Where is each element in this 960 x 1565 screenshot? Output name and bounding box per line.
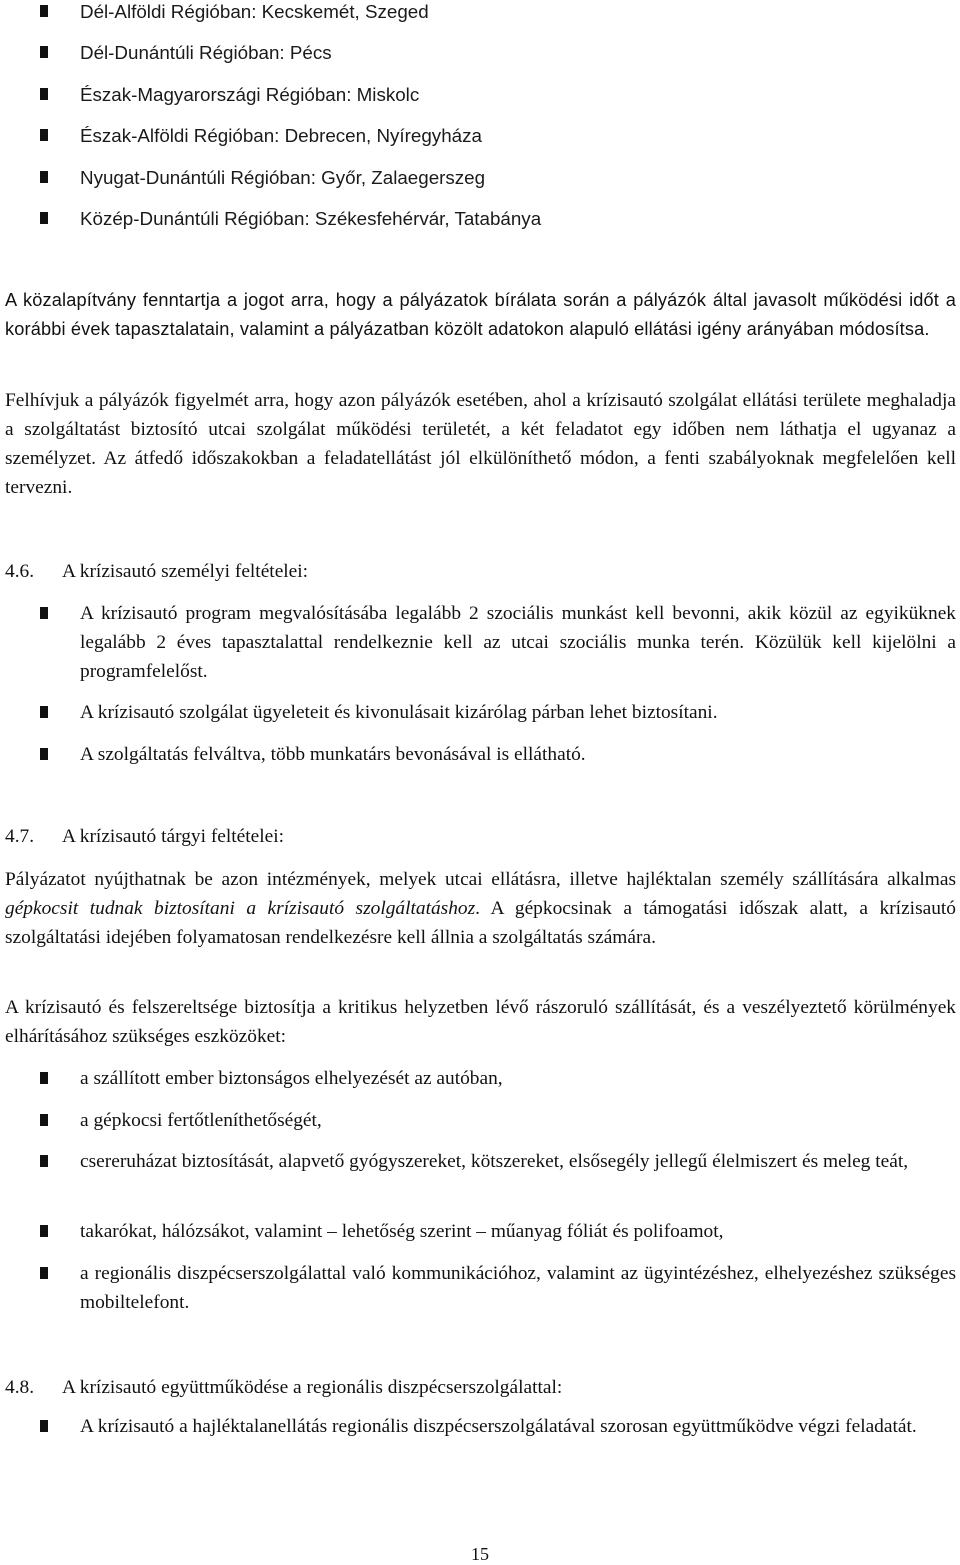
square-bullet-icon [40, 748, 48, 760]
list-item: Dél-Alföldi Régióban: Kecskemét, Szeged [40, 0, 956, 26]
square-bullet-icon [40, 607, 48, 619]
list-item: A krízisautó szolgálat ügyeleteit és kivonulásait kizárólag párban lehet biztosítani. [40, 698, 956, 727]
list-item: Észak-Alföldi Régióban: Debrecen, Nyíregyháza [40, 121, 956, 150]
list-item: Nyugat-Dunántúli Régióban: Győr, Zalaegerszeg [40, 163, 956, 192]
page-number: 15 [471, 1544, 489, 1564]
list-item: a regionális diszpécserszolgálattal való kommunikációhoz, valamint az ügyintézéshez, elhelyezéshez szükséges mobiltelefont. [40, 1259, 956, 1317]
square-bullet-icon [40, 5, 48, 17]
square-bullet-icon [40, 88, 48, 100]
paragraph-vehicle: Pályázatot nyújthatnak be azon intézmények, melyek utcai ellátásra, illetve hajléktalan személy szállítására alkalmas gépkocsit tudnak biztosítani a krízisautó szolgáltatáshoz. A gépkocsinak a támogatási időszak alatt, a krízisautó szolgáltatási idejében folyamatosan rendelkezésre kell állnia a szolgáltatás számára. [5, 869, 956, 948]
square-bullet-icon [40, 1420, 48, 1432]
square-bullet-icon [40, 706, 48, 718]
paragraph-rights: A közalapítvány fenntartja a jogot arra, hogy a pályázatok bírálata során a pályázók által javasolt működési időt a korábbi évek tapasztalatain, valamint a pályázatban közölt adatokon alapuló ellátási igény arányában módosítsa. [5, 290, 956, 339]
paragraph-equipment: A krízisautó és felszereltsége biztosítja a kritikus helyzetben lévő rászoruló szállítását, és a veszélyeztető körülmények elhárításához szükséges eszközöket: [5, 997, 956, 1047]
square-bullet-icon [40, 1155, 48, 1167]
list-item: Észak-Magyarországi Régióban: Miskolc [40, 80, 956, 109]
list-item: a szállított ember biztonságos elhelyezését az autóban, [40, 1064, 956, 1093]
square-bullet-icon [40, 1114, 48, 1126]
list-item: a gépkocsi fertőtleníthetőségét, [40, 1106, 956, 1135]
section-heading-4-7: 4.7. A krízisautó tárgyi feltételei: [5, 826, 285, 847]
square-bullet-icon [40, 1072, 48, 1084]
square-bullet-icon [40, 1267, 48, 1279]
list-item: Dél-Dunántúli Régióban: Pécs [40, 38, 956, 67]
list-item: csereruházat biztosítását, alapvető gyógyszereket, kötszereket, elsősegély jellegű élelmiszert és meleg teát, [40, 1147, 956, 1176]
square-bullet-icon [40, 212, 48, 224]
list-item: Közép-Dunántúli Régióban: Székesfehérvár, Tatabánya [40, 204, 956, 233]
paragraph-attention: Felhívjuk a pályázók figyelmét arra, hogy azon pályázók esetében, ahol a krízisautó szolgálat ellátási területe meghaladja a szolgáltatást biztosító utcai szolgálat működési területét, a két feladatot egy időben nem láthatja el ugyanaz a személyzet. Az átfedő időszakokban a feladatellátást jól elkülöníthető módon, a fenti szabályoknak megfelelően kell tervezni. [5, 390, 956, 498]
list-item: A krízisautó a hajléktalanellátás regionális diszpécserszolgálatával szorosan együttműködve végzi feladatát. [40, 1412, 956, 1441]
square-bullet-icon [40, 171, 48, 183]
list-item: A szolgáltatás felváltva, több munkatárs bevonásával is ellátható. [40, 740, 956, 769]
square-bullet-icon [40, 129, 48, 141]
list-item: A krízisautó program megvalósításába legalább 2 szociális munkást kell bevonni, akik közül az egyiküknek legalább 2 éves tapasztalattal rendelkeznie kell az utcai szociális munka terén. Közülük kell kijelölni a programfelelőst. [40, 599, 956, 686]
list-item: takarókat, hálózsákot, valamint – lehetőség szerint – műanyag fóliát és polifoamot, [40, 1217, 956, 1246]
square-bullet-icon [40, 1225, 48, 1237]
section-heading-4-6: 4.6. A krízisautó személyi feltételei: [5, 561, 309, 582]
square-bullet-icon [40, 46, 48, 58]
section-heading-4-8: 4.8. A krízisautó együttműködése a regionális diszpécserszolgálattal: [5, 1377, 563, 1398]
